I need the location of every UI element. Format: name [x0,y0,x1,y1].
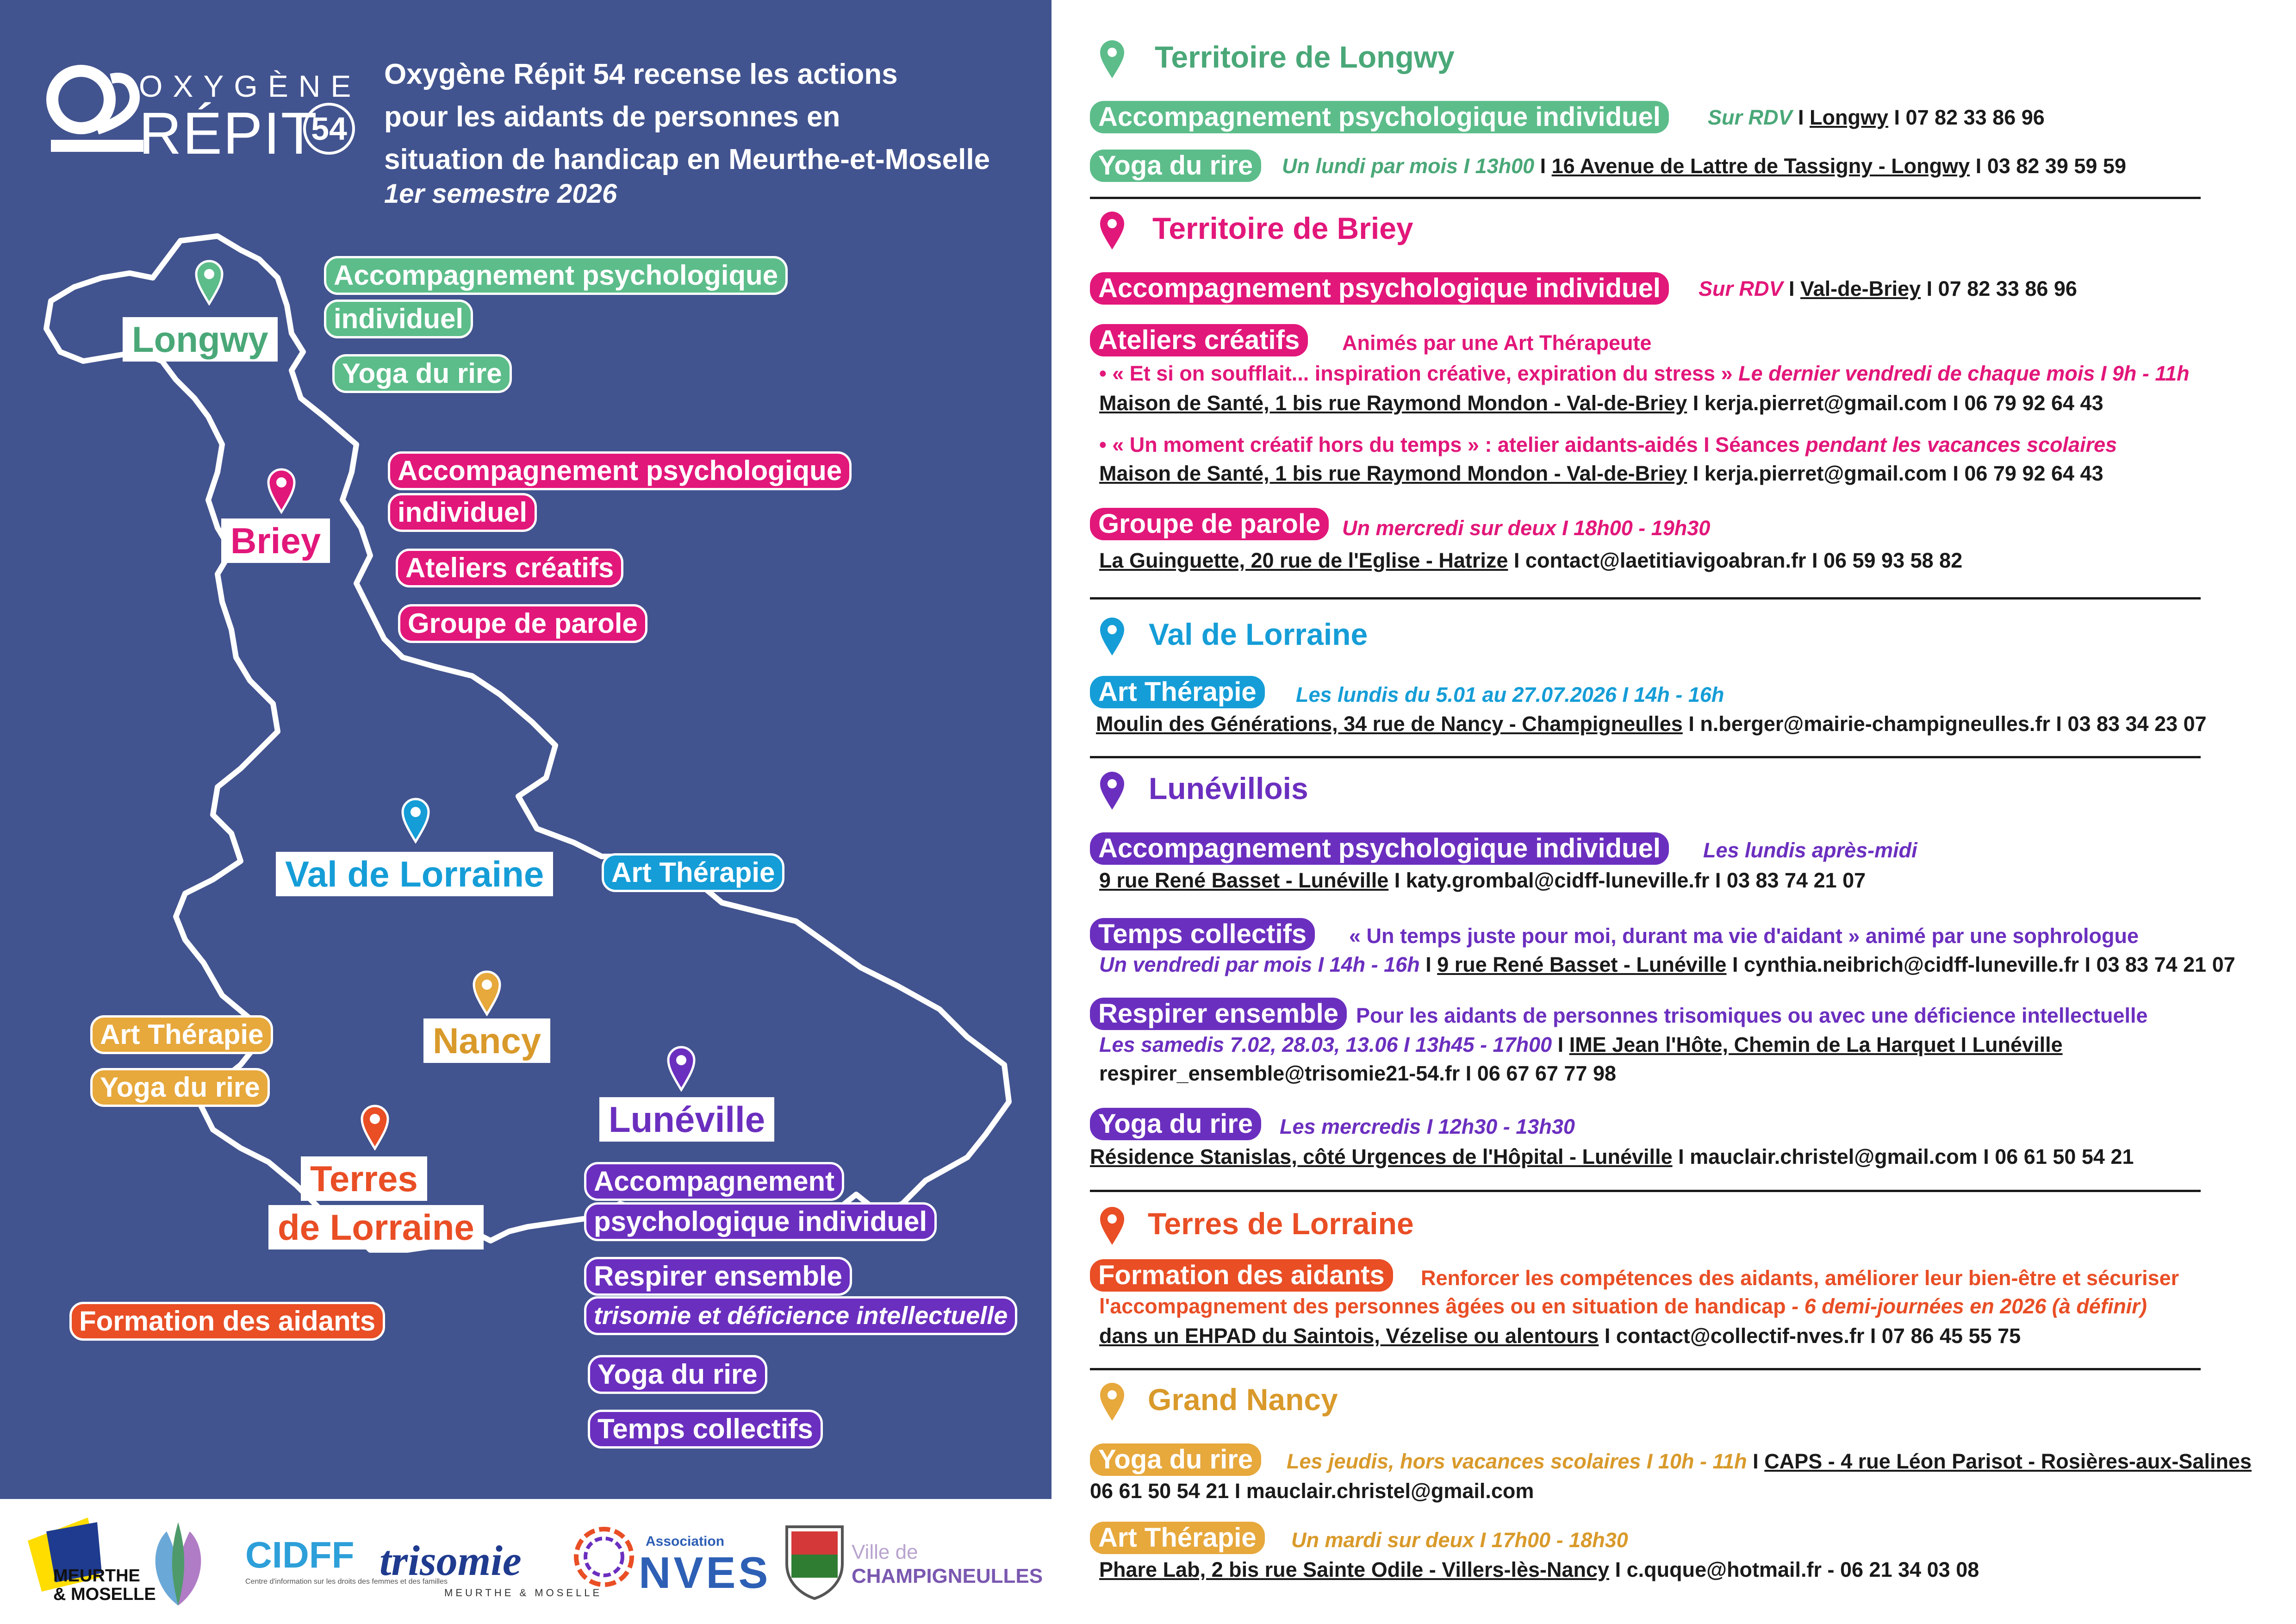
val-art-address [1096,711,2207,737]
intro-line-1: Oxygène Répit 54 recense les actions [384,58,898,90]
briey-section-pin-icon [1099,211,1125,250]
trisomie-subtitle: MEURTHE & MOSELLE [444,1587,603,1599]
terres-note-2: l'accompagnement des personnes âgées ou en situation de handicap [1099,1294,1786,1318]
dept-name-2: & MOSELLE [53,1585,156,1604]
lun-temps-place: 9 rue René Basset - Lunéville [1437,953,1727,976]
logo-oxygene: OXYGÈNE [139,69,361,103]
briey-ateliers-note: Animés par une Art Thérapeute [1342,331,1652,355]
department-map [0,0,1052,1499]
lun-chip-respirer: Respirer ensemble [584,1257,852,1296]
lun-temps-line: Un vendredi par mois I 14h - 16h I 9 rue René Basset - Lunéville I cynthia.neibrich@cidff-luneville.fr I 03 83 74 21 07 [1099,953,2235,976]
val-section-pin-icon [1099,617,1125,656]
lun-section-pin-icon [1099,771,1125,811]
val-art-when: Les lundis du 5.01 au 27.07.2026 I 14h - 16h [1296,683,1724,706]
longwy-chip-yoga: Yoga du rire [332,354,512,393]
briey-ateliers-2-address [1099,460,2103,487]
lun-psy-place: 9 rue René Basset - Lunéville [1099,868,1389,892]
nancy-art-contact: I c.quque@hotmail.fr - 06 21 34 03 08 [1609,1558,1979,1581]
city-briey: Briey [221,518,330,563]
longwy-yoga-place: 16 Avenue de Lattre de Tassigny - Longwy [1551,154,1970,178]
dept-name-1: MEURTHE [53,1566,140,1586]
lun-chip-trisomie: trisomie et déficience intellectuelle [584,1296,1017,1335]
briey-tag-groupe: Groupe de parole [1090,508,1329,540]
briey-chip-psy-1: Accompagnement psychologique [388,451,852,490]
nancy-yoga-contact: 06 61 50 54 21 I mauclair.christel@gmail.com [1090,1479,1534,1503]
longwy-tag-psy: Accompagnement psychologique individuel [1090,101,1669,133]
lun-tag-psy: Accompagnement psychologique individuel [1090,832,1669,865]
nancy-section-pin-icon [1099,1382,1125,1422]
nancy-yoga-place: CAPS - 4 rue Léon Parisot - Rosières-aux-Salines [1764,1449,2252,1473]
val-art-place: Moulin des Générations, 34 rue de Nancy - Champigneulles [1096,712,1683,736]
lun-temps-when: Un vendredi par mois I 14h - 16h [1099,953,1420,976]
nves-association: Association [646,1534,725,1549]
briey-ateliers-2-title: • « Un moment créatif hors du temps » : atelier aidants-aidés I Séances [1099,433,1800,456]
city-nancy: Nancy [423,1018,550,1063]
longwy-yoga-when: Un lundi par mois I 13h00 [1282,154,1535,178]
section-title-longwy: Territoire de Longwy [1155,40,1455,74]
briey-ateliers-2-line [1099,431,2117,458]
briey-ateliers-1-place: Maison de Santé, 1 bis rue Raymond Mondon - Val-de-Briey [1099,391,1687,415]
lun-tag-respirer: Respirer ensemble [1090,998,1347,1030]
section-title-nancy: Grand Nancy [1148,1382,1338,1417]
lun-tag-temps: Temps collectifs [1090,918,1315,950]
lun-respirer-contact: respirer_ensemble@trisomie21-54.fr I 06 67 67 77 98 [1099,1062,1617,1085]
nancy-chip-yoga: Yoga du rire [90,1068,270,1107]
longwy-chip-psy-1: Accompagnement psychologique [324,256,788,295]
longwy-pin-icon [194,259,224,306]
briey-psy-phone: I 07 82 33 86 96 [1921,277,2077,300]
city-longwy: Longwy [123,317,278,362]
briey-ateliers-1-title: • « Et si on soufflait... inspiration créative, expiration du stress » [1099,362,1733,385]
section-title-briey: Territoire de Briey [1152,211,1413,245]
terres-address [1099,1323,2021,1349]
lun-chip-psy-1: Accompagnement [584,1162,844,1201]
terres-note-line-2 [1099,1293,2147,1320]
ville-de: Ville de [852,1541,918,1563]
briey-tag-psy: Accompagnement psychologique individuel [1090,272,1669,305]
briey-chip-groupe: Groupe de parole [398,604,647,643]
briey-chip-psy-2: individuel [388,493,537,532]
city-terres: Terres [301,1156,427,1201]
briey-ateliers-1-line [1099,360,2190,387]
briey-groupe-contact: I contact@laetitiavigoabran.fr I 06 59 93 58 82 [1508,549,1963,572]
briey-ateliers-1-when: Le dernier vendredi de chaque mois I 9h - 11h [1738,362,2190,385]
briey-pin-icon [267,468,296,514]
nancy-yoga-line: Les jeudis, hors vacances scolaires I 10h - 11h I CAPS - 4 rue Léon Parisot - Rosières-aux-Salines [1287,1449,2252,1473]
lun-respirer-when: Les samedis 7.02, 28.03, 13.06 I 13h45 - 17h00 [1099,1033,1552,1056]
briey-psy-when: Sur RDV [1699,277,1783,300]
nancy-chip-art: Art Thérapie [90,1015,273,1054]
lun-chip-psy-2: psychologique individuel [584,1202,937,1241]
intro-line-2: pour les aidants de personnes en [384,101,840,133]
logo-54: 54 [303,103,355,155]
briey-ateliers-1-contact: I kerja.pierret@gmail.com I 06 79 92 64 43 [1687,391,2103,415]
divider [1090,756,2201,758]
longwy-psy-place: Longwy [1810,106,1889,129]
terres-place: dans un EHPAD du Saintois, Vézelise ou alentours [1099,1324,1599,1348]
lun-psy-when: Les lundis après-midi [1703,838,1917,862]
briey-groupe-place: La Guinguette, 20 rue de l'Eglise - Hatrize [1099,549,1508,572]
nancy-art-place: Phare Lab, 2 bis rue Sainte Odile - Villers-lès-Nancy [1099,1558,1610,1581]
divider [1090,1190,2201,1192]
champigneulles-crest-icon [782,1522,847,1601]
lun-chip-yoga: Yoga du rire [588,1355,767,1394]
briey-psy-place: Val-de-Briey [1800,277,1921,300]
lun-yoga-when: Les mercredis I 12h30 - 13h30 [1280,1115,1575,1138]
val-pin-icon [401,797,430,843]
lun-psy-address [1099,867,1866,894]
lun-psy-contact: I katy.grombal@cidff-luneville.fr I 03 83 74 21 07 [1388,868,1866,892]
terres-when: - 6 demi-journées en 2026 (à définir) [1786,1294,2147,1318]
lun-respirer-place: IME Jean l'Hôte, Chemin de La Harquet I Lunéville [1569,1033,2063,1056]
val-art-contact: I n.berger@mairie-champigneulles.fr I 03 83 34 23 07 [1682,712,2207,736]
intro-line-3: situation de handicap en Meurthe-et-Moselle [384,144,990,175]
briey-ateliers-1-address [1099,390,2103,417]
lun-temps-note: « Un temps juste pour moi, durant ma vie d'aidant » animé par une sophrologue [1349,924,2139,948]
city-de-lorraine: de Lorraine [268,1205,484,1249]
terres-note-1: Renforcer les compétences des aidants, améliorer leur bien-être et sécuriser [1421,1266,2179,1290]
nves-logo: NVES [639,1548,771,1598]
longwy-tag-yoga: Yoga du rire [1090,150,1261,182]
section-title-val: Val de Lorraine [1149,617,1368,651]
terres-tag-formation: Formation des aidants [1090,1259,1393,1292]
partner-logos [0,1499,1052,1624]
divider [1090,1368,2201,1370]
lun-yoga-place: Résidence Stanislas, côté Urgences de l'Hôpital - Lunéville [1090,1145,1673,1168]
logo-repit: RÉPIT [139,100,318,167]
cidff-logo: CIDFF [245,1534,355,1575]
longwy-yoga-phone: I 03 82 39 59 59 [1970,154,2126,178]
val-chip-art: Art Thérapie [602,853,784,892]
lun-respirer-line: Les samedis 7.02, 28.03, 13.06 I 13h45 - 17h00 I IME Jean l'Hôte, Chemin de La Harquet I Lunéville [1099,1033,2063,1056]
nancy-yoga-when: Les jeudis, hors vacances scolaires I 10h - 11h [1287,1449,1747,1473]
briey-ateliers-2-contact: I kerja.pierret@gmail.com I 06 79 92 64 43 [1687,462,2103,485]
lun-yoga-address [1090,1143,2134,1170]
briey-chip-ateliers: Ateliers créatifs [396,549,623,587]
longwy-psy-phone: I 07 82 33 86 96 [1888,106,2045,129]
longwy-yoga-line: Un lundi par mois I 13h00 I 16 Avenue de Lattre de Tassigny - Longwy I 03 82 39 59 59 [1282,154,2126,178]
art-therapeute-logo-icon [143,1513,213,1610]
divider [1090,197,2201,199]
lun-chip-temps: Temps collectifs [588,1410,823,1449]
champigneulles: CHAMPIGNEULLES [852,1565,1043,1587]
nancy-tag-yoga: Yoga du rire [1090,1443,1261,1476]
lun-temps-contact: I cynthia.neibrich@cidff-luneville.fr I 03 83 74 21 07 [1726,953,2235,976]
semester: 1er semestre 2026 [384,179,617,209]
nancy-pin-icon [472,970,502,1016]
briey-tag-ateliers: Ateliers créatifs [1090,324,1308,356]
lun-tag-yoga: Yoga du rire [1090,1108,1261,1140]
lun-respirer-note: Pour les aidants de personnes trisomiques ou avec une déficience intellectuelle [1356,1004,2148,1027]
val-tag-art: Art Thérapie [1090,676,1265,708]
longwy-chip-psy-2: individuel [324,300,473,338]
briey-groupe-address [1099,547,1962,574]
longwy-section-pin-icon [1099,39,1125,79]
briey-groupe-when: Un mercredi sur deux I 18h00 - 19h30 [1342,516,1711,540]
longwy-psy-when: Sur RDV [1708,106,1792,129]
section-title-terres: Terres de Lorraine [1148,1206,1414,1241]
longwy-psy-line: Sur RDV I Longwy I 07 82 33 86 96 [1708,106,2045,129]
trisomie-logo: trisomie [380,1537,522,1584]
lun-yoga-contact: I mauclair.christel@gmail.com I 06 61 50 54 21 [1672,1145,2134,1168]
divider [1090,597,2201,600]
briey-ateliers-2-place: Maison de Santé, 1 bis rue Raymond Mondon - Val-de-Briey [1099,462,1687,485]
terres-contact: I contact@collectif-nves.fr I 07 86 45 55 75 [1599,1324,2021,1348]
briey-psy-line: Sur RDV I Val-de-Briey I 07 82 33 86 96 [1699,277,2077,300]
section-title-lun: Lunévillois [1149,771,1308,806]
cidff-subtitle: Centre d'information sur les droits des femmes et des familles [245,1578,448,1586]
terres-pin-icon [360,1104,390,1150]
terres-chip-formation: Formation des aidants [69,1302,385,1341]
nancy-tag-art: Art Thérapie [1090,1522,1265,1554]
nancy-art-when: Un mardi sur deux I 17h00 - 18h30 [1291,1528,1628,1552]
terres-section-pin-icon [1099,1206,1125,1246]
briey-ateliers-2-when: pendant les vacances scolaires [1805,433,2117,456]
city-val-de-lorraine: Val de Lorraine [276,852,553,896]
nves-ring-icon [569,1522,639,1592]
city-luneville: Lunéville [599,1097,774,1142]
map-panel [0,0,1052,1499]
nancy-art-address [1099,1556,1979,1583]
luneville-pin-icon [666,1045,696,1092]
